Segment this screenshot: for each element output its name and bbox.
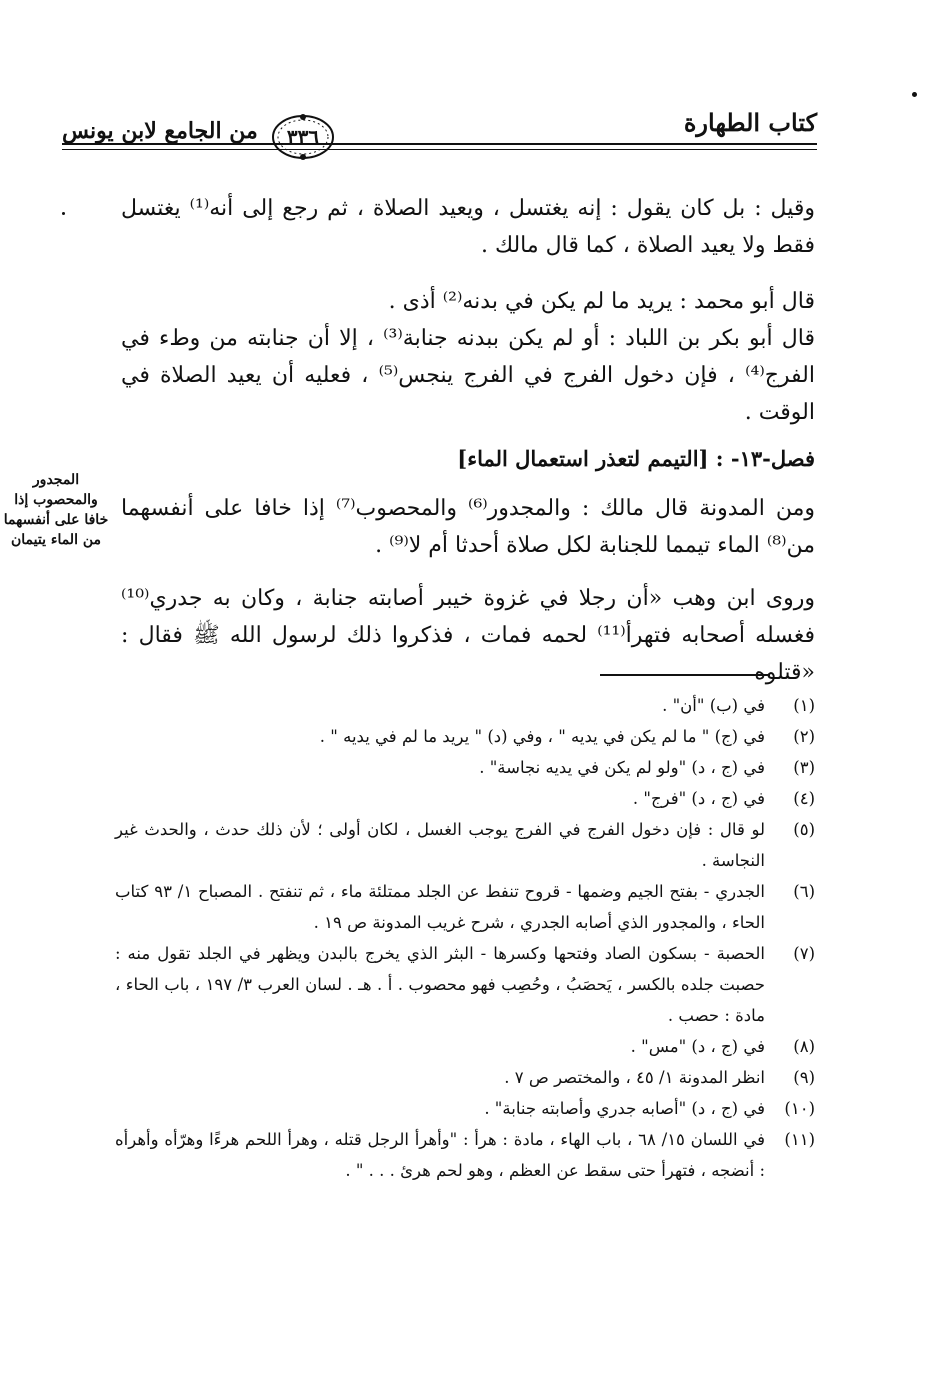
footnote [115, 1093, 815, 1124]
footnote [115, 938, 815, 1031]
ink-dot [62, 212, 65, 215]
header-rule [62, 143, 817, 145]
section-heading: فصل-١٣- : [التيمم لتعذر استعمال الماء] [457, 446, 815, 471]
ink-dot [912, 92, 917, 97]
footnote-number: (١٠) [784, 1099, 815, 1118]
paragraph: ومن المدونة قال مالك : والمجدور⁽⁶⁾ والمحصوب⁽⁷⁾ إذا خافا على أنفسهما من⁽⁸⁾ الماء تيمما للجنابة لكل صلاة أحدثا أم لا⁽⁹⁾ . [121, 496, 815, 558]
footnote-number: (٣) [793, 758, 815, 777]
paragraph: وقيل : بل كان يقول : إنه يغتسل ، ويعيد الصلاة ، ثم رجع إلى أنه⁽¹⁾ يغتسل فقط ولا يعيد الصلاة ، كما قال مالك . [121, 196, 815, 258]
footnote-number: (٩) [793, 1068, 815, 1087]
footnote [115, 1124, 815, 1186]
footnote-number: (١١) [784, 1130, 815, 1149]
footnote-text: الحصبة - بسكون الصاد وفتحها وكسرها - البثر الذي يخرج بالبدن ويظهر في الجلد تقول منه : حصبت جلده بالكسر ، يَحصَبُ ، وحُصِب فهو محصوب . أ . هـ . لسان العرب ٣/ ١٩٧ ، باب الحاء ، مادة : حصب . [115, 944, 765, 1025]
footnote-number: (٥) [793, 820, 815, 839]
footnote [115, 1062, 815, 1093]
page-number: ٣٣٦ [286, 125, 320, 149]
footnote-text: في (ج) " ما لم يكن في يديه " ، وفي (د) " يريد ما لم في يديه " . [319, 727, 765, 746]
footnote-text: في (ج ، د) "مس" . [630, 1037, 765, 1056]
footnote [115, 1031, 815, 1062]
footnote-number: (١) [793, 696, 815, 715]
footnote-text: في (ج ، د) "ولو لم يكن في يديه نجاسة" . [479, 758, 765, 777]
paragraph: وروى ابن وهب «أن رجلا في غزوة خيبر أصابته جنابة ، وكان به جدري⁽¹⁰⁾ فغسله أصحابه فتهرأ⁽¹¹⁾ لحمه فمات ، فذكروا ذلك لرسول الله ﷺ فقال : «قتلوه [121, 586, 815, 685]
margin-note: المجدور والمحصوب إذا خافا على أنفسهما من الماء يتيمان [3, 472, 109, 548]
footnote-text: في اللسان ١٥/ ٦٨ ، باب الهاء ، مادة : هرأ : "وأهرأ الرجل قتله ، وهرأ اللحم هرءًا وهرّأه وأهرأه : أنضجه ، فتهرأ حتى سقط عن العظم ، وهو لحم هرئ . . . " . [115, 1130, 765, 1180]
footnote-text: انظر المدونة ١/ ٤٥ ، والمختصر ص ٧ . [504, 1068, 765, 1087]
footnote-number: (٨) [793, 1037, 815, 1056]
footnote-text: في (ج ، د) "فرج" . [632, 789, 765, 808]
footnote [115, 690, 815, 721]
footnote-number: (٢) [793, 727, 815, 746]
footnote-text: في (ب) "أن" . [662, 696, 765, 715]
footnote-text: الجدري - بفتح الجيم وضمها - قروح تنفط عن الجلد ممتلئة ماء ، ثم تنفتح . المصباح ١/ ٩٣ كتاب الحاء ، والمجدور الذي أصابه الجدري ، شرح غريب المدونة ص ١٩ . [115, 882, 765, 932]
footnote-number: (٤) [793, 789, 815, 808]
footnote-text: لو قال : فإن دخول الفرج في الفرج يوجب الغسل ، لكان أولى ؛ لأن ذلك حدث ، والحدث غير النجاسة . [115, 820, 765, 870]
page-number-ornament [270, 112, 336, 162]
footnote [115, 814, 815, 876]
footnote-number: (٧) [793, 944, 815, 963]
footnote [115, 876, 815, 938]
footnote [115, 721, 815, 752]
paragraph: قال أبو محمد : يريد ما لم يكن في بدنه⁽²⁾ أذى . [388, 289, 815, 314]
book-title: كتاب الطهارة [683, 108, 817, 137]
footnote-text: في (ج ، د) "أصابه جدري وأصابته جنابة" . [484, 1099, 765, 1118]
source-title: من الجامع لابن يونس [62, 118, 258, 144]
footnote-separator [600, 674, 770, 676]
footnote-number: (٦) [793, 882, 815, 901]
footnotes [115, 690, 815, 1186]
paragraph: قال أبو بكر بن اللباد : أو لم يكن ببدنه جنابة⁽³⁾ ، إلا أن جنابته من وطء في الفرج⁽⁴⁾ ، فإن دخول الفرج في الفرج ينجس⁽⁵⁾ ، فعليه أن يعيد الصلاة في الوقت . [121, 326, 815, 425]
footnote [115, 783, 815, 814]
header-rule [62, 149, 817, 150]
footnote [115, 752, 815, 783]
